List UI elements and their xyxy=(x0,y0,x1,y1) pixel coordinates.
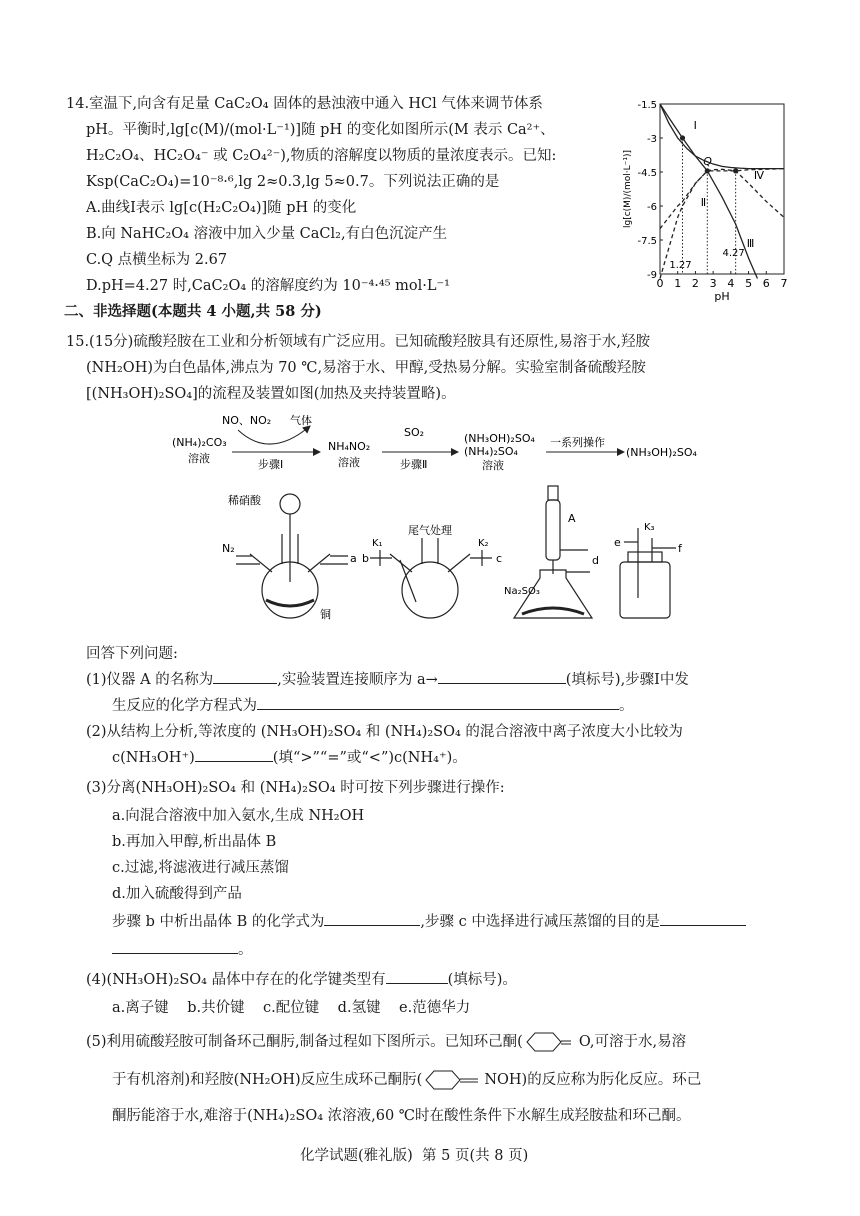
q15-intro-1: 15.(15分)硫酸羟胺在工业和分析领域有广泛应用。已知硫酸羟胺具有还原性,易溶于水,羟胺 xyxy=(66,334,651,350)
flow-mid: NH₄NO₂ xyxy=(328,440,371,453)
q14-option-b: B.向 NaHC₂O₄ 溶液中加入少量 CaCl₂,有白色沉淀产生 xyxy=(86,226,448,242)
series-label-Ⅲ: Ⅲ xyxy=(746,236,755,250)
q15-part-4-line xyxy=(86,968,517,989)
y-tick-label: -1.5 xyxy=(637,100,657,111)
data-point xyxy=(680,135,685,140)
flow-product: (NH₃OH)₂SO₄ xyxy=(626,446,697,459)
q15-part-5-text-a: (5)利用硫酸羟胺可制备环己酮肟,制备过程如下图所示。已知环己酮( xyxy=(86,1034,523,1050)
flow-reagent-1: NO、NO₂ xyxy=(222,414,272,427)
apparatus-label-k3: K₃ xyxy=(644,522,655,533)
q15-part-1-line-2 xyxy=(112,694,634,715)
apparatus-label-f: f xyxy=(678,542,682,555)
q15-part-5-line-3: 酮肟能溶于水,难溶于(NH₄)₂SO₄ 浓溶液,60 ℃时在酸性条件下水解生成羟胺盐和环己酮。 xyxy=(112,1108,691,1124)
apparatus-label-k1: K₁ xyxy=(372,538,383,549)
flow-mix-2: (NH₄)₂SO₄ xyxy=(464,445,518,458)
apparatus-flask-3 xyxy=(514,486,592,618)
flow-mix-sub: 溶液 xyxy=(482,459,504,472)
apparatus-label-c: c xyxy=(496,552,503,565)
series-label-Ⅳ: Ⅳ xyxy=(753,168,765,182)
data-point xyxy=(733,168,738,173)
y-tick-label: -9 xyxy=(647,270,657,281)
apparatus-label-copper: 铜 xyxy=(320,608,331,621)
apparatus-label-tail: 尾气处理 xyxy=(408,524,452,537)
q15-part-1-line-1 xyxy=(86,668,689,689)
x-tick-label: 7 xyxy=(780,277,788,290)
y-tick-label: -7.5 xyxy=(637,236,657,247)
apparatus-flask-1 xyxy=(236,494,348,618)
q15-part-3-text-3: 。 xyxy=(238,942,253,958)
flow-mix-1: (NH₃OH)₂SO₄ xyxy=(464,432,535,445)
flow-mid-sub: 溶液 xyxy=(338,456,360,469)
apparatus-label-a: a xyxy=(350,552,357,565)
cyclohexanone-oxime-structure xyxy=(422,1069,484,1091)
annotation-4-27: 4.27 xyxy=(722,248,745,259)
q15-part-1-text-d: 生反应的化学方程式为 xyxy=(112,698,257,714)
q15-part-3-question-cont xyxy=(112,938,253,959)
apparatus-label-A: A xyxy=(568,512,576,525)
answer-prompt: 回答下列问题: xyxy=(86,646,178,662)
series-label-Ⅰ: Ⅰ xyxy=(693,118,697,132)
q15-part-3-step-d: d.加入硫酸得到产品 xyxy=(112,886,242,902)
q15-part-3-step-c: c.过滤,将滤液进行减压蒸馏 xyxy=(112,860,289,876)
q15-part-5-line-1 xyxy=(86,1030,686,1053)
x-axis-label: pH xyxy=(714,290,730,303)
q15-part-2-text-b: c(NH₃OH⁺) xyxy=(112,750,195,766)
answer-blank-purpose-1[interactable] xyxy=(660,911,746,926)
q15-part-5-text-d: )的反应称为肟化反应。环己 xyxy=(521,1072,702,1088)
x-tick-label: 6 xyxy=(762,277,770,290)
x-tick-label: 0 xyxy=(656,277,664,290)
apparatus-diagram xyxy=(220,478,700,630)
process-flow-diagram xyxy=(170,410,730,480)
apparatus-flask-2 xyxy=(370,538,492,618)
flow-reagent-2: SO₂ xyxy=(404,426,425,439)
y-tick-label: -3 xyxy=(647,134,657,145)
apparatus-bottle xyxy=(620,528,676,618)
page-footer: 化学试题(雅礼版) 第 5 页(共 8 页) xyxy=(300,1148,529,1164)
apparatus-label-k2: K₂ xyxy=(478,538,489,549)
y-tick-label: -6 xyxy=(647,202,657,213)
apparatus-label-d: d xyxy=(592,554,599,567)
answer-blank-connection-order[interactable] xyxy=(438,669,566,684)
q15-part-3-text-1: 步骤 b 中析出晶体 B 的化学式为 xyxy=(112,914,325,930)
q15-part-1-text-c: (填标号),步骤Ⅰ中发 xyxy=(565,672,689,688)
x-tick-label: 2 xyxy=(691,277,699,290)
q14-line-3: H₂C₂O₄、HC₂O₄⁻ 或 C₂O₄²⁻),物质的溶解度以物质的量浓度表示。已知: xyxy=(86,148,557,164)
data-point xyxy=(705,168,710,173)
q14-chart xyxy=(620,92,800,312)
apparatus-label-na2so3: Na₂SO₃ xyxy=(504,586,540,597)
q15-part-3-line: (3)分离(NH₃OH)₂SO₄ 和 (NH₄)₂SO₄ 时可按下列步骤进行操作: xyxy=(86,780,505,796)
answer-blank-comparison[interactable] xyxy=(195,747,273,762)
q15-part-4-text-b: (填标号)。 xyxy=(447,972,517,988)
q15-part-4-options: a.离子键 b.共价键 c.配位键 d.氢键 e.范德华力 xyxy=(112,1000,471,1016)
q15-intro-3: [(NH₃OH)₂SO₄]的流程及装置如图(加热及夹持装置略)。 xyxy=(86,386,456,402)
q14-line-4: Ksp(CaC₂O₄)=10⁻⁸·⁶,lg 2≈0.3,lg 5≈0.7。下列说法正确的是 xyxy=(86,174,500,190)
q15-part-1-text-e: 。 xyxy=(619,698,634,714)
answer-blank-crystal-b[interactable] xyxy=(324,911,420,926)
q14-line-2: pH。平衡时,lg[c(M)/(mol·L⁻¹)]随 pH 的变化如图所示(M 表示 Ca²⁺、 xyxy=(86,122,555,138)
q14-option-d: D.pH=4.27 时,CaC₂O₄ 的溶解度约为 10⁻⁴·⁴⁵ mol·L⁻¹ xyxy=(86,278,450,294)
q15-intro-2: (NH₂OH)为白色晶体,沸点为 70 ℃,易溶于水、甲醇,受热易分解。实验室制备硫酸羟胺 xyxy=(86,360,646,376)
apparatus-label-e: e xyxy=(614,536,621,549)
flow-start: (NH₄)₂CO₃ xyxy=(172,436,227,449)
answer-blank-purpose-2[interactable] xyxy=(112,939,238,954)
q15-part-3-question xyxy=(112,910,746,931)
q14-option-c: C.Q 点横坐标为 2.67 xyxy=(86,252,228,268)
flow-ops: 一系列操作 xyxy=(550,436,605,449)
annotation-q: Q xyxy=(703,154,712,168)
answer-blank-equation[interactable] xyxy=(257,695,619,710)
q15-part-5-text-b: ,可溶于水,易溶 xyxy=(589,1034,687,1050)
q15-part-3-step-a: a.向混合溶液中加入氨水,生成 NH₂OH xyxy=(112,808,365,824)
q15-part-5-text-c: 于有机溶剂)和羟胺(NH₂OH)反应生成环己酮肟( xyxy=(112,1072,423,1088)
answer-blank-bond-types[interactable] xyxy=(386,969,448,984)
q15-part-2-line-2 xyxy=(112,746,467,767)
q15-part-2-line-1: (2)从结构上分析,等浓度的 (NH₃OH)₂SO₄ 和 (NH₄)₂SO₄ 的混合溶液中离子浓度大小比较为 xyxy=(86,724,683,740)
answer-blank-instrument-name[interactable] xyxy=(213,669,277,684)
y-tick-label: -4.5 xyxy=(637,168,657,179)
flow-step-1: 步骤Ⅰ xyxy=(258,458,284,471)
q15-part-5-line-2 xyxy=(112,1068,701,1091)
series-line-Ⅰ xyxy=(660,104,784,169)
q15-part-4-text-a: (4)(NH₃OH)₂SO₄ 晶体中存在的化学键类型有 xyxy=(86,972,386,988)
q15-part-3-step-b: b.再加入甲醇,析出晶体 B xyxy=(112,834,277,850)
flow-curve-1 xyxy=(238,426,310,444)
x-tick-label: 1 xyxy=(674,277,682,290)
annotation-1-27: 1.27 xyxy=(669,260,692,271)
q15-part-5-noh: NOH xyxy=(484,1072,522,1088)
q14-line-1: 14.室温下,向含有足量 CaC₂O₄ 固体的悬浊液中通入 HCl 气体来调节体系 xyxy=(66,96,543,112)
flow-gas: 气体 xyxy=(290,414,312,427)
x-tick-label: 3 xyxy=(709,277,717,290)
q15-part-1-text-a: (1)仪器 A 的名称为 xyxy=(86,672,214,688)
apparatus-label-acid: 稀硝酸 xyxy=(228,494,261,507)
apparatus-label-n2: N₂ xyxy=(222,542,235,555)
x-tick-label: 5 xyxy=(745,277,753,290)
q15-part-5-o: O xyxy=(578,1034,590,1050)
flow-start-sub: 溶液 xyxy=(188,452,210,465)
x-tick-label: 4 xyxy=(727,277,735,290)
y-axis-label: lg[c(M)/(mol·L⁻¹)] xyxy=(623,149,633,229)
flow-step-2: 步骤Ⅱ xyxy=(400,458,428,471)
q14-option-a: A.曲线Ⅰ表示 lg[c(H₂C₂O₄)]随 pH 的变化 xyxy=(86,200,357,216)
q15-part-3-text-2: ,步骤 c 中选择进行减压蒸馏的目的是 xyxy=(420,914,660,930)
series-label-Ⅱ: Ⅱ xyxy=(700,196,707,209)
series-line-Ⅲ xyxy=(660,169,784,229)
section-2-heading: 二、非选择题(本题共 4 小题,共 58 分) xyxy=(64,303,322,320)
apparatus-label-b: b xyxy=(362,552,369,565)
cyclohexanone-structure xyxy=(523,1031,579,1053)
q15-part-2-text-c: (填“>”“=”或“<”)c(NH₄⁺)。 xyxy=(272,750,467,766)
q15-part-1-text-b: ,实验装置连接顺序为 a→ xyxy=(277,672,438,688)
